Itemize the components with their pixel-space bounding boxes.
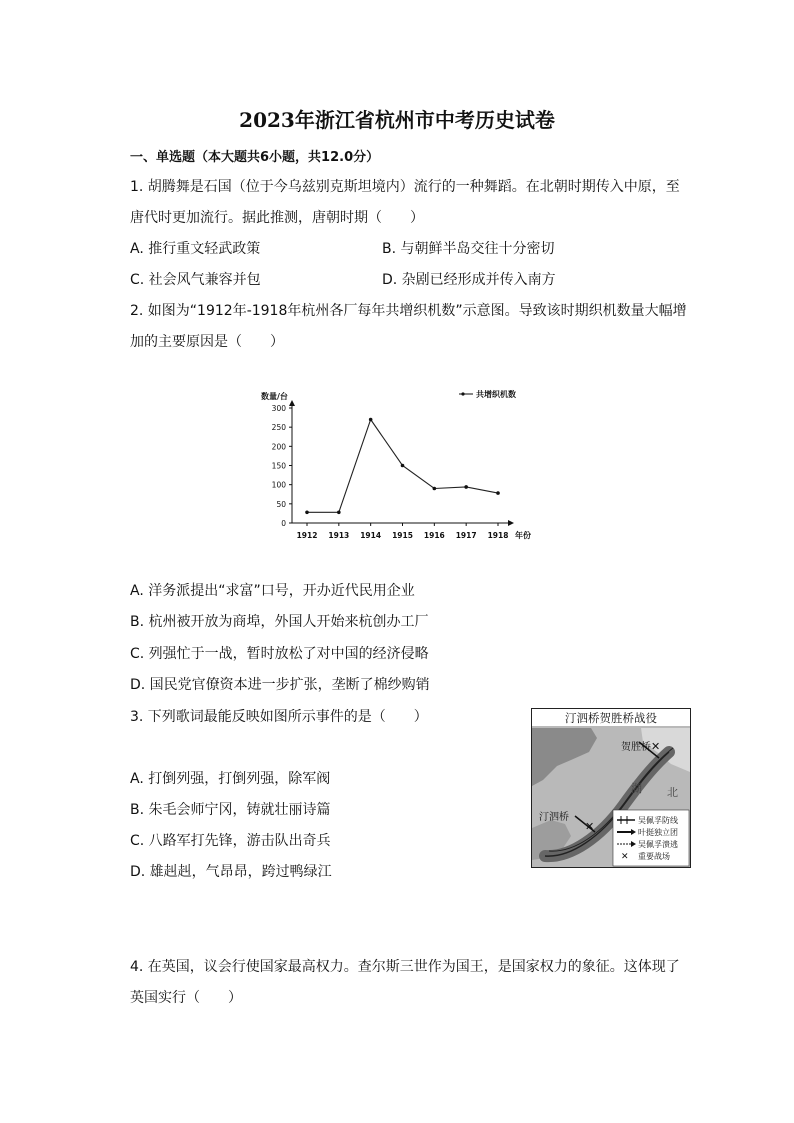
battle-map bbox=[531, 708, 691, 868]
legend-regiment: 叶挺独立团 bbox=[638, 828, 678, 837]
data-point bbox=[433, 487, 437, 491]
legend-marker bbox=[461, 392, 464, 395]
x-tick-label: 1915 bbox=[392, 531, 413, 540]
x-tick-label: 1916 bbox=[423, 531, 445, 540]
q1-option-c: C. 社会风气兼容并包 bbox=[130, 272, 261, 288]
q1-option-a: A. 推行重文轻武政策 bbox=[130, 241, 261, 257]
q4-stem-line-2: 英国实行（ ） bbox=[130, 990, 242, 1006]
q3-stem-line-1: 3. 下列歌词最能反映如图所示事件的是（ ） bbox=[130, 709, 428, 725]
data-point bbox=[496, 491, 500, 495]
data-point bbox=[401, 464, 405, 468]
q4-stem-line-1: 4. 在英国，议会行使国家最高权力。查尔斯三世作为国王，是国家权力的象征。这体现了 bbox=[130, 959, 680, 975]
map-place-tingsi: 汀泗桥 bbox=[539, 812, 569, 823]
q3-option-b: B. 朱毛会师宁冈，铸就壮丽诗篇 bbox=[130, 802, 331, 818]
y-axis-arrow bbox=[289, 400, 295, 406]
x-axis-label: 年份 bbox=[515, 531, 531, 540]
data-point bbox=[305, 510, 309, 514]
data-point bbox=[337, 510, 341, 514]
data-point bbox=[369, 418, 373, 422]
y-tick-label: 300 bbox=[271, 404, 286, 413]
x-tick-label: 1912 bbox=[296, 531, 318, 540]
y-tick-label: 50 bbox=[276, 499, 286, 509]
battle-mark-south: ✕ bbox=[585, 820, 595, 833]
map-title: 汀泗桥贺胜桥战役 bbox=[565, 711, 657, 725]
q2-option-b: B. 杭州被开放为商埠，外国人开始来杭创办工厂 bbox=[130, 614, 429, 630]
y-tick-label: 150 bbox=[271, 461, 286, 471]
q3-option-d: D. 雄赳赳，气昂昂，跨过鸭绿江 bbox=[130, 864, 332, 880]
x-axis-arrow bbox=[508, 520, 514, 526]
data-point bbox=[464, 485, 468, 489]
map-region-char-1: 湖 bbox=[631, 782, 642, 795]
q1-stem-line-1: 1. 胡腾舞是石国（位于今乌兹别克斯坦境内）流行的一种舞蹈。在北朝时期传入中原，至 bbox=[130, 179, 680, 195]
x-tick-label: 1917 bbox=[455, 531, 477, 540]
q1-option-b: B. 与朝鲜半岛交往十分密切 bbox=[382, 241, 555, 257]
q2-stem-line-1: 2. 如图为“1912年-1918年杭州各厂每年共增织机数”示意图。导致该时期织机数量大幅增 bbox=[130, 303, 687, 319]
y-tick-label: 100 bbox=[271, 480, 286, 490]
map-region-char-2: 北 bbox=[667, 786, 678, 799]
q1-option-d: D. 杂剧已经形成并传入南方 bbox=[382, 272, 556, 288]
q2-option-a: A. 洋务派提出“求富”口号，开办近代民用企业 bbox=[130, 583, 415, 599]
legend-battle-icon: ✕ bbox=[621, 852, 629, 862]
q1-stem-line-2: 唐代时更加流行。据此推测，唐朝时期（ ） bbox=[130, 210, 424, 226]
map-place-hesheng: 贺胜桥 bbox=[621, 742, 651, 753]
y-tick-label: 0 bbox=[281, 519, 286, 528]
y-tick-label: 250 bbox=[271, 423, 286, 433]
legend-battlefield: 重要战场 bbox=[638, 852, 670, 861]
q3-option-c: C. 八路军打先锋，游击队出奇兵 bbox=[130, 833, 331, 849]
y-tick-label: 200 bbox=[271, 442, 286, 452]
legend-defense: 吴佩孚防线 bbox=[638, 816, 678, 825]
q2-stem-line-2: 加的主要原因是（ ） bbox=[130, 334, 284, 350]
q2-option-d: D. 国民党官僚资本进一步扩张，垄断了棉纱购销 bbox=[130, 677, 430, 693]
battle-mark-north: ✕ bbox=[651, 740, 661, 753]
y-axis-label: 数量/台 bbox=[261, 392, 288, 401]
q2-option-c: C. 列强忙于一战，暂时放松了对中国的经济侵略 bbox=[130, 646, 429, 662]
legend-label: 共增织机数 bbox=[476, 390, 516, 399]
x-tick-label: 1914 bbox=[360, 531, 382, 540]
loom-line-chart bbox=[255, 382, 545, 547]
x-tick-label: 1913 bbox=[328, 531, 350, 540]
section-heading: 一、单选题（本大题共6小题，共12.0分） bbox=[130, 150, 380, 165]
q3-option-a: A. 打倒列强，打倒列强，除军阀 bbox=[130, 771, 331, 787]
legend-retreat: 吴佩孚溃逃 bbox=[638, 840, 678, 849]
exam-title: 2023年浙江省杭州市中考历史试卷 bbox=[239, 108, 555, 132]
x-tick-label: 1918 bbox=[487, 531, 509, 540]
